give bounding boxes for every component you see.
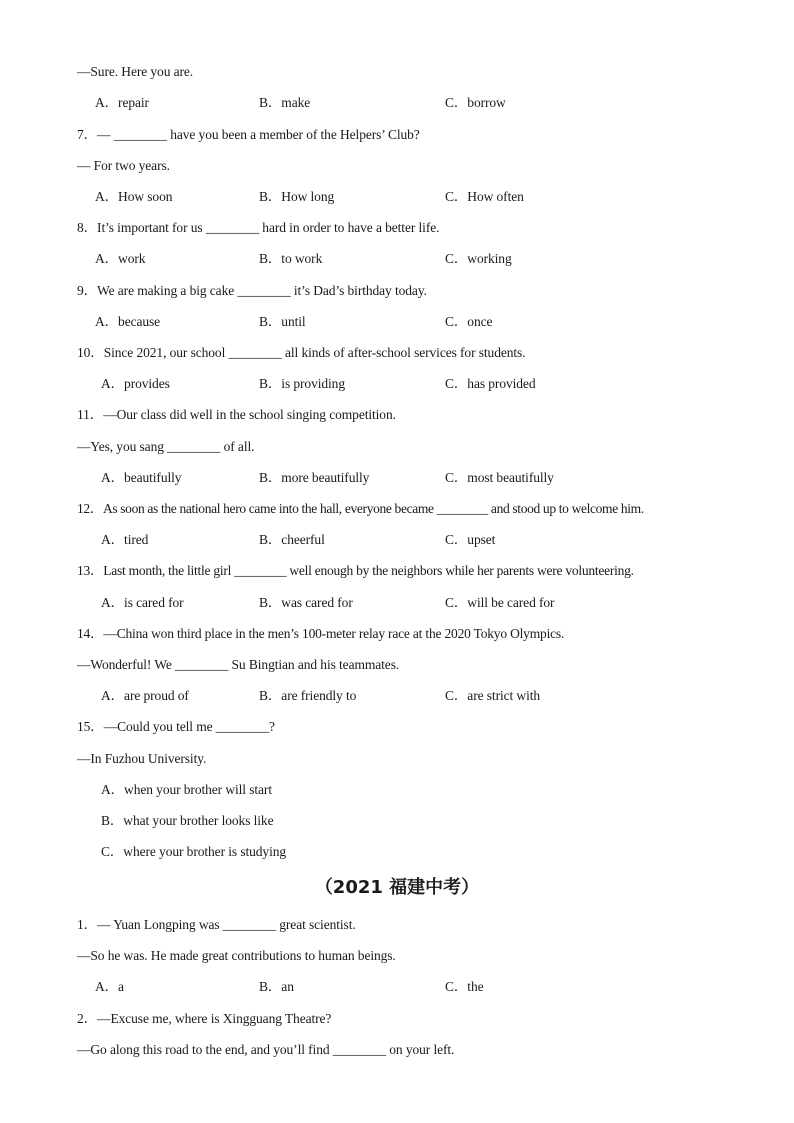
dialogue-line: — For two years. xyxy=(77,158,170,173)
option-b: B．cheerful xyxy=(259,532,325,547)
question-2: 2．—Excuse me, where is Xingguang Theatre? xyxy=(77,1011,332,1026)
option-b: B．more beautifully xyxy=(259,470,370,485)
option-c: C．most beautifully xyxy=(445,470,554,485)
question-10: 10．Since 2021, our school ________ all kinds of after-school services for students. xyxy=(77,345,526,360)
option-b: B．to work xyxy=(259,251,323,266)
option-a: A．work xyxy=(95,251,146,266)
question-9: 9．We are making a big cake ________ it’s Dad’s birthday today. xyxy=(77,283,427,298)
option-a: A．provides xyxy=(101,376,170,391)
question-12: 12．As soon as the national hero came into the hall, everyone became ________ and stood up to welcome him. xyxy=(77,501,644,516)
option-c: C．has provided xyxy=(445,376,536,391)
option-a: A．beautifully xyxy=(101,470,182,485)
option-c: C．the xyxy=(445,979,484,994)
option-b: B．make xyxy=(259,95,311,110)
question-13: 13．Last month, the little girl ________ well enough by the neighbors while her parents were volunteering. xyxy=(77,563,634,578)
option-b: B．are friendly to xyxy=(259,688,357,703)
option-c: C．working xyxy=(445,251,512,266)
option-c: C．How often xyxy=(445,189,524,204)
dialogue-line: —In Fuzhou University. xyxy=(77,751,207,766)
question-8: 8．It’s important for us ________ hard in order to have a better life. xyxy=(77,220,440,235)
option-b: B．was cared for xyxy=(259,595,353,610)
option-a: A．How soon xyxy=(95,189,173,204)
option-c: C．upset xyxy=(445,532,496,547)
option-a: A．a xyxy=(95,979,124,994)
option-a: A．repair xyxy=(95,95,149,110)
question-15: 15．—Could you tell me ________? xyxy=(77,719,275,734)
option-a: A．are proud of xyxy=(101,688,189,703)
option-c: C．once xyxy=(445,314,493,329)
option-c: C．are strict with xyxy=(445,688,541,703)
option-a: A．is cared for xyxy=(101,595,184,610)
dialogue-line: —Wonderful! We ________ Su Bingtian and his teammates. xyxy=(77,657,400,672)
option-c: C．where your brother is studying xyxy=(101,844,287,859)
option-b: B．until xyxy=(259,314,306,329)
option-a: A．tired xyxy=(101,532,149,547)
option-a: A．when your brother will start xyxy=(101,782,272,797)
dialogue-line: —Yes, you sang ________ of all. xyxy=(77,439,255,454)
dialogue-line: —Sure. Here you are. xyxy=(77,64,194,79)
option-b: B．what your brother looks like xyxy=(101,813,274,828)
option-c: C．will be cared for xyxy=(445,595,555,610)
section-heading: （2021 福建中考） xyxy=(314,877,480,898)
question-11: 11．—Our class did well in the school singing competition. xyxy=(77,407,396,422)
dialogue-line: —Go along this road to the end, and you’ll find ________ on your left. xyxy=(77,1042,455,1057)
option-b: B．an xyxy=(259,979,294,994)
option-b: B．How long xyxy=(259,189,335,204)
question-14: 14．—China won third place in the men’s 100-meter relay race at the 2020 Tokyo Olympics. xyxy=(77,626,565,641)
question-1: 1．— Yuan Longping was ________ great scientist. xyxy=(77,917,356,932)
option-a: A．because xyxy=(95,314,161,329)
option-b: B．is providing xyxy=(259,376,345,391)
question-7: 7．— ________ have you been a member of the Helpers’ Club? xyxy=(77,127,420,142)
dialogue-line: —So he was. He made great contributions to human beings. xyxy=(77,948,396,963)
option-c: C．borrow xyxy=(445,95,506,110)
